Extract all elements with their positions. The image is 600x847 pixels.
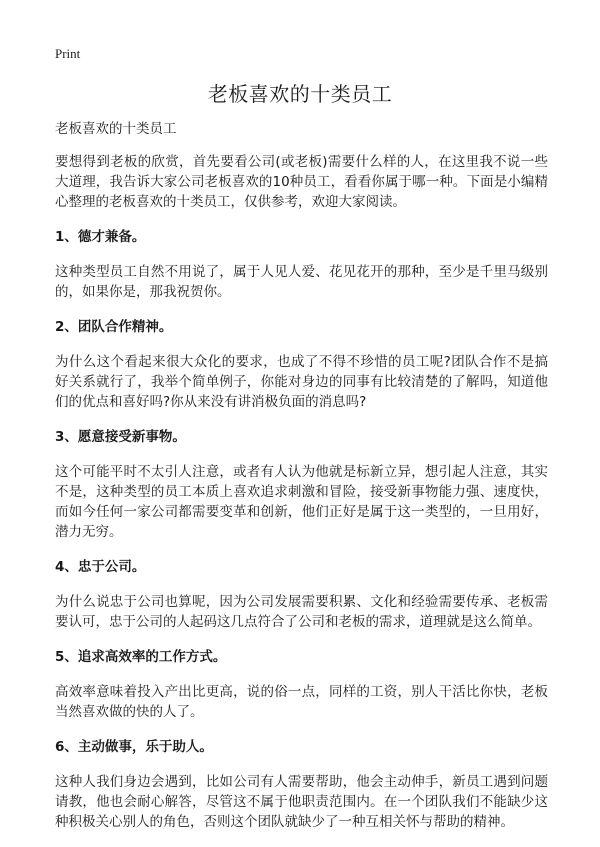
section-heading: 4、忠于公司。 <box>55 559 146 575</box>
section-4 <box>55 557 548 632</box>
article-body <box>55 119 548 847</box>
section-body: 这种人我们身边会遇到，比如公司有人需要帮助，他会主动伸手，新员工遇到问题请教，他也会耐心解答，尽管这不属于他职责范围内。在一个团队我们不能缺少这种积极关心别人的角色，否则这个团队就缺少了一种互相关怀与帮助的精神。 <box>55 774 548 830</box>
page-title: 老板喜欢的十类员工 <box>207 82 393 106</box>
section-heading: 6、主动做事，乐于助人。 <box>55 739 213 755</box>
section-body: 为什么这个看起来很大众化的要求，也成了不得不珍惜的员工呢?团队合作不是搞好关系就行了，我举个简单例子，你能对身边的同事有比较清楚的了解吗，知道他们的优点和喜好吗?你从来没有讲消极负面的消息吗? <box>55 354 548 410</box>
section-5 <box>55 647 548 722</box>
section-6 <box>55 737 548 832</box>
intro-paragraph: 要想得到老板的欣赏，首先要看公司(或老板)需要什么样的人，在这里我不说一些大道理，我告诉大家公司老板喜欢的10种员工，看看你属于哪一种。下面是小编精心整理的老板喜欢的十类员工，仅供参考，欢迎大家阅读。 <box>55 154 548 210</box>
section-heading: 2、团队合作精神。 <box>55 319 173 335</box>
article-subtitle: 老板喜欢的十类员工 <box>55 121 177 137</box>
section-heading: 5、追求高效率的工作方式。 <box>55 649 227 665</box>
section-heading: 1、德才兼备。 <box>55 229 146 245</box>
section-3 <box>55 427 548 542</box>
section-2 <box>55 317 548 412</box>
section-body: 为什么说忠于公司也算呢，因为公司发展需要积累、文化和经验需要传承、老板需要认可，忠于公司的人起码这几点符合了公司和老板的需求，道理就是这么简单。 <box>55 594 548 630</box>
print-link[interactable]: Print <box>55 46 81 61</box>
section-body: 这个可能平时不太引人注意，或者有人认为他就是标新立异，想引起人注意，其实不是，这种类型的员工本质上喜欢追求刺激和冒险，接受新事物能力强、速度快，而如今任何一家公司都需要变革和创新，他们正好是属于这一类型的，一旦用好，潜力无穷。 <box>55 464 548 540</box>
section-body: 这种类型员工自然不用说了，属于人见人爱、花见花开的那种，至少是千里马级别的，如果你是，那我祝贺你。 <box>55 264 548 300</box>
section-heading: 3、愿意接受新事物。 <box>55 429 186 445</box>
section-body: 高效率意味着投入产出比更高，说的俗一点，同样的工资，别人干活比你快，老板当然喜欢做的快的人了。 <box>55 684 548 720</box>
section-1 <box>55 227 548 302</box>
